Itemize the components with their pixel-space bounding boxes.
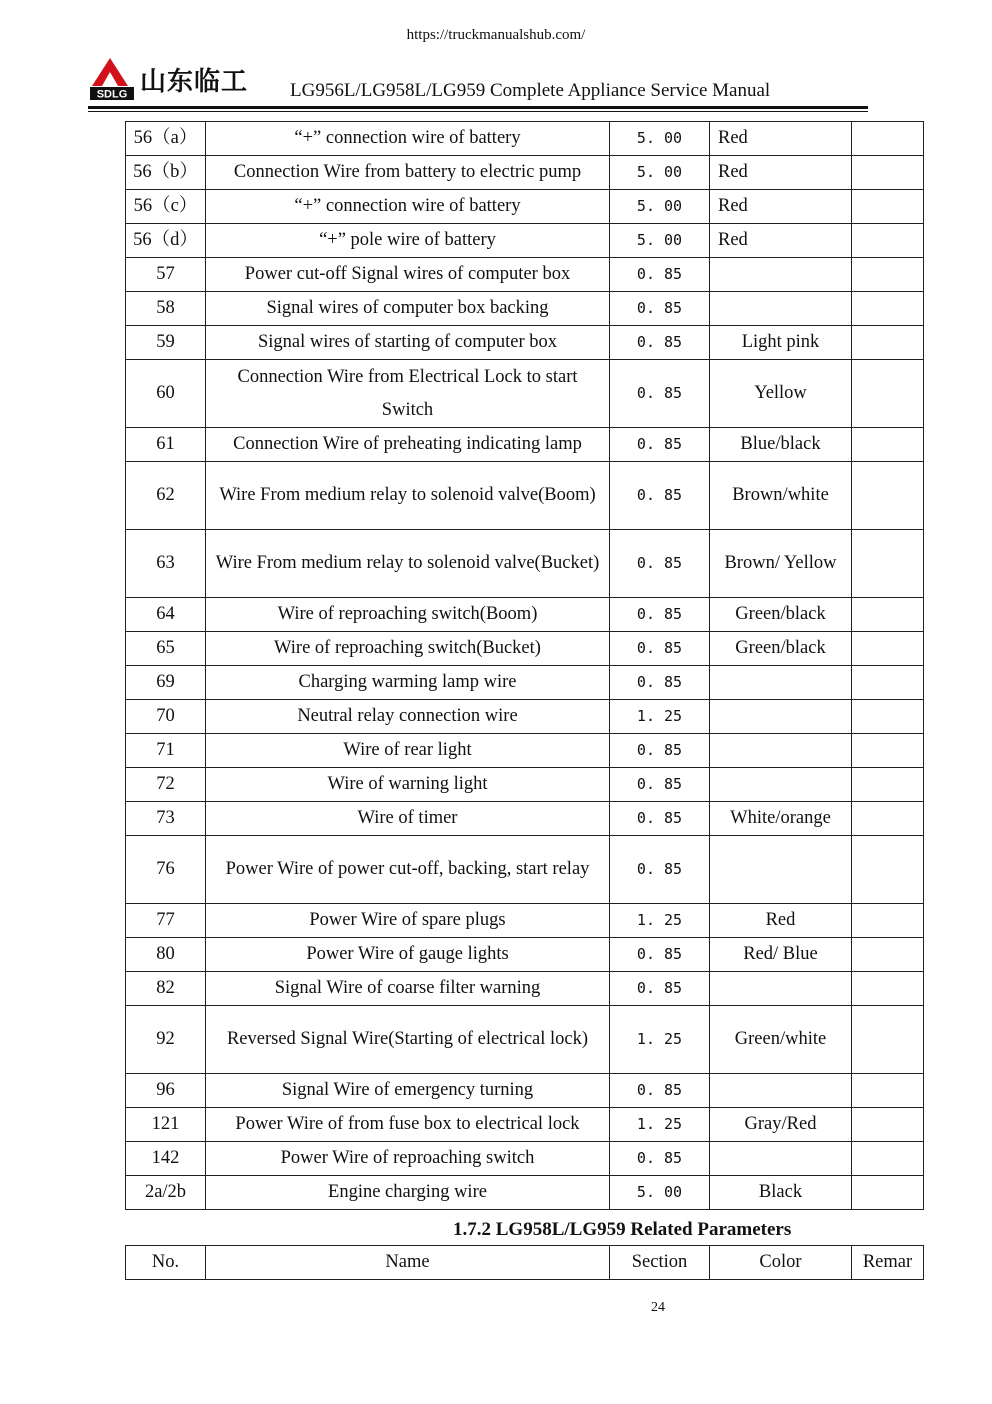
wire-color: Green/black [710,632,852,666]
wire-remark [852,224,924,258]
wire-name: Power Wire of power cut-off, backing, start relay [206,836,610,904]
table-row [126,632,924,666]
row-number: 58 [126,292,206,326]
wire-color: Light pink [710,326,852,360]
table-row [126,1142,924,1176]
header-color: Color [710,1246,852,1280]
section-heading: 1.7.2 LG958L/LG959 Related Parameters [453,1219,792,1240]
row-number: 77 [126,904,206,938]
wire-color: Red [710,156,852,190]
row-number: 80 [126,938,206,972]
wire-section: 1. 25 [610,1108,710,1142]
table-row [126,666,924,700]
wire-remark [852,156,924,190]
wire-name: Wire of timer [206,802,610,836]
wire-name: Wire From medium relay to solenoid valve(Bucket) [206,530,610,598]
wire-color [710,258,852,292]
wire-section: 0. 85 [610,258,710,292]
table-row [126,904,924,938]
wire-color: Brown/white [710,462,852,530]
wire-remark [852,1006,924,1074]
wire-remark [852,428,924,462]
table-row [126,156,924,190]
wire-name: Wire From medium relay to solenoid valve(Boom) [206,462,610,530]
wire-color [710,666,852,700]
wire-name: “+” connection wire of battery [206,190,610,224]
wire-section: 0. 85 [610,632,710,666]
table-row [126,428,924,462]
document-title: LG956L/LG958L/LG959 Complete Appliance Service Manual [290,80,771,101]
wire-name: Connection Wire of preheating indicating lamp [206,428,610,462]
table-row [126,462,924,530]
row-number: 56（d） [126,224,206,258]
wire-color [710,972,852,1006]
wire-remark [852,972,924,1006]
svg-text:山东临工: 山东临工 [140,67,249,97]
table-row [126,768,924,802]
row-number: 60 [126,360,206,428]
wire-remark [852,1108,924,1142]
wire-section: 5. 00 [610,190,710,224]
wire-section: 0. 85 [610,768,710,802]
wire-section: 0. 85 [610,1142,710,1176]
row-number: 71 [126,734,206,768]
table-row [126,224,924,258]
wire-section: 1. 25 [610,904,710,938]
header-no: No. [126,1246,206,1280]
wire-name: Wire of reproaching switch(Boom) [206,598,610,632]
wire-section: 1. 25 [610,1006,710,1074]
wire-name: Reversed Signal Wire(Starting of electrical lock) [206,1006,610,1074]
table-row [126,326,924,360]
row-number: 82 [126,972,206,1006]
wire-remark [852,700,924,734]
wire-section: 0. 85 [610,1074,710,1108]
wire-color: Green/black [710,598,852,632]
table-row [126,700,924,734]
wire-section: 0. 85 [610,938,710,972]
table-row [126,938,924,972]
page-number: 24 [651,1300,665,1315]
wire-color: Red [710,224,852,258]
wire-section: 0. 85 [610,462,710,530]
wire-remark [852,360,924,428]
wire-name: “+” pole wire of battery [206,224,610,258]
header-rule [88,106,868,109]
row-number: 62 [126,462,206,530]
header-name: Name [206,1246,610,1280]
wire-name: Charging warming lamp wire [206,666,610,700]
header-rule-thin [88,111,868,112]
table-row [126,972,924,1006]
row-number: 64 [126,598,206,632]
wire-color [710,734,852,768]
wire-color [710,836,852,904]
wire-section: 0. 85 [610,428,710,462]
wire-name: Connection Wire from Electrical Lock to start Switch [206,360,610,428]
wire-remark [852,292,924,326]
header-remark: Remar [852,1246,924,1280]
wire-section: 5. 00 [610,1176,710,1210]
wire-remark [852,258,924,292]
row-number: 76 [126,836,206,904]
wire-name: Wire of rear light [206,734,610,768]
wire-remark [852,734,924,768]
wire-section: 0. 85 [610,598,710,632]
wire-parameters-table [125,121,924,1210]
wire-section: 0. 85 [610,836,710,904]
wire-name: Engine charging wire [206,1176,610,1210]
wire-name: Power Wire of from fuse box to electrical lock [206,1108,610,1142]
wire-name: Signal Wire of emergency turning [206,1074,610,1108]
wire-name: Neutral relay connection wire [206,700,610,734]
row-number: 96 [126,1074,206,1108]
row-number: 142 [126,1142,206,1176]
row-number: 61 [126,428,206,462]
wire-section: 0. 85 [610,530,710,598]
table-row [126,1176,924,1210]
row-number: 73 [126,802,206,836]
wire-color: Yellow [710,360,852,428]
wire-name: Power Wire of gauge lights [206,938,610,972]
wire-section: 0. 85 [610,972,710,1006]
wire-remark [852,598,924,632]
wire-remark [852,836,924,904]
wire-color: Red/ Blue [710,938,852,972]
table-row [126,530,924,598]
row-number: 121 [126,1108,206,1142]
table-row [126,1006,924,1074]
wire-remark [852,462,924,530]
wire-color: Red [710,190,852,224]
parameters-header-table [125,1245,924,1280]
wire-section: 5. 00 [610,122,710,156]
table-row [126,122,924,156]
row-number: 56（b） [126,156,206,190]
wire-color: Brown/ Yellow [710,530,852,598]
row-number: 2a/2b [126,1176,206,1210]
wire-color [710,700,852,734]
table-row [126,734,924,768]
source-url[interactable]: https://truckmanualshub.com/ [406,27,586,43]
wire-name: Wire of reproaching switch(Bucket) [206,632,610,666]
svg-text:SDLG: SDLG [96,88,128,101]
wire-section: 1. 25 [610,700,710,734]
header-section: Section [610,1246,710,1280]
wire-name: Connection Wire from battery to electric pump [206,156,610,190]
wire-remark [852,1142,924,1176]
row-number: 56（c） [126,190,206,224]
wire-section: 5. 00 [610,224,710,258]
wire-name: Power Wire of spare plugs [206,904,610,938]
wire-color: Red [710,904,852,938]
wire-color [710,768,852,802]
row-number: 92 [126,1006,206,1074]
wire-section: 0. 85 [610,666,710,700]
wire-remark [852,802,924,836]
table-row [126,836,924,904]
table-row [126,1108,924,1142]
wire-remark [852,326,924,360]
wire-remark [852,632,924,666]
wire-remark [852,1074,924,1108]
wire-color [710,292,852,326]
row-number: 69 [126,666,206,700]
table-row [126,598,924,632]
wire-name: Signal Wire of coarse filter warning [206,972,610,1006]
wire-remark [852,904,924,938]
table-row [126,258,924,292]
wire-section: 0. 85 [610,734,710,768]
row-number: 56（a） [126,122,206,156]
wire-name: Wire of warning light [206,768,610,802]
wire-remark [852,190,924,224]
wire-remark [852,530,924,598]
wire-remark [852,1176,924,1210]
row-number: 59 [126,326,206,360]
table-row [126,190,924,224]
wire-section: 5. 00 [610,156,710,190]
row-number: 65 [126,632,206,666]
row-number: 57 [126,258,206,292]
wire-section: 0. 85 [610,802,710,836]
table-header-row [126,1246,924,1280]
row-number: 63 [126,530,206,598]
sdlg-logo [88,54,268,104]
wire-name: “+” connection wire of battery [206,122,610,156]
row-number: 70 [126,700,206,734]
wire-remark [852,768,924,802]
wire-section: 0. 85 [610,326,710,360]
wire-color [710,1142,852,1176]
wire-color: Black [710,1176,852,1210]
wire-color: Red [710,122,852,156]
table-row [126,802,924,836]
wire-color: Green/white [710,1006,852,1074]
wire-color: Gray/Red [710,1108,852,1142]
table-row [126,1074,924,1108]
wire-section: 0. 85 [610,292,710,326]
table-row [126,360,924,428]
wire-color: Blue/black [710,428,852,462]
wire-section: 0. 85 [610,360,710,428]
wire-name: Power Wire of reproaching switch [206,1142,610,1176]
wire-name: Signal wires of starting of computer box [206,326,610,360]
wire-remark [852,938,924,972]
table-row [126,292,924,326]
wire-name: Signal wires of computer box backing [206,292,610,326]
wire-color: White/orange [710,802,852,836]
wire-color [710,1074,852,1108]
wire-name: Power cut-off Signal wires of computer box [206,258,610,292]
row-number: 72 [126,768,206,802]
wire-remark [852,666,924,700]
wire-remark [852,122,924,156]
